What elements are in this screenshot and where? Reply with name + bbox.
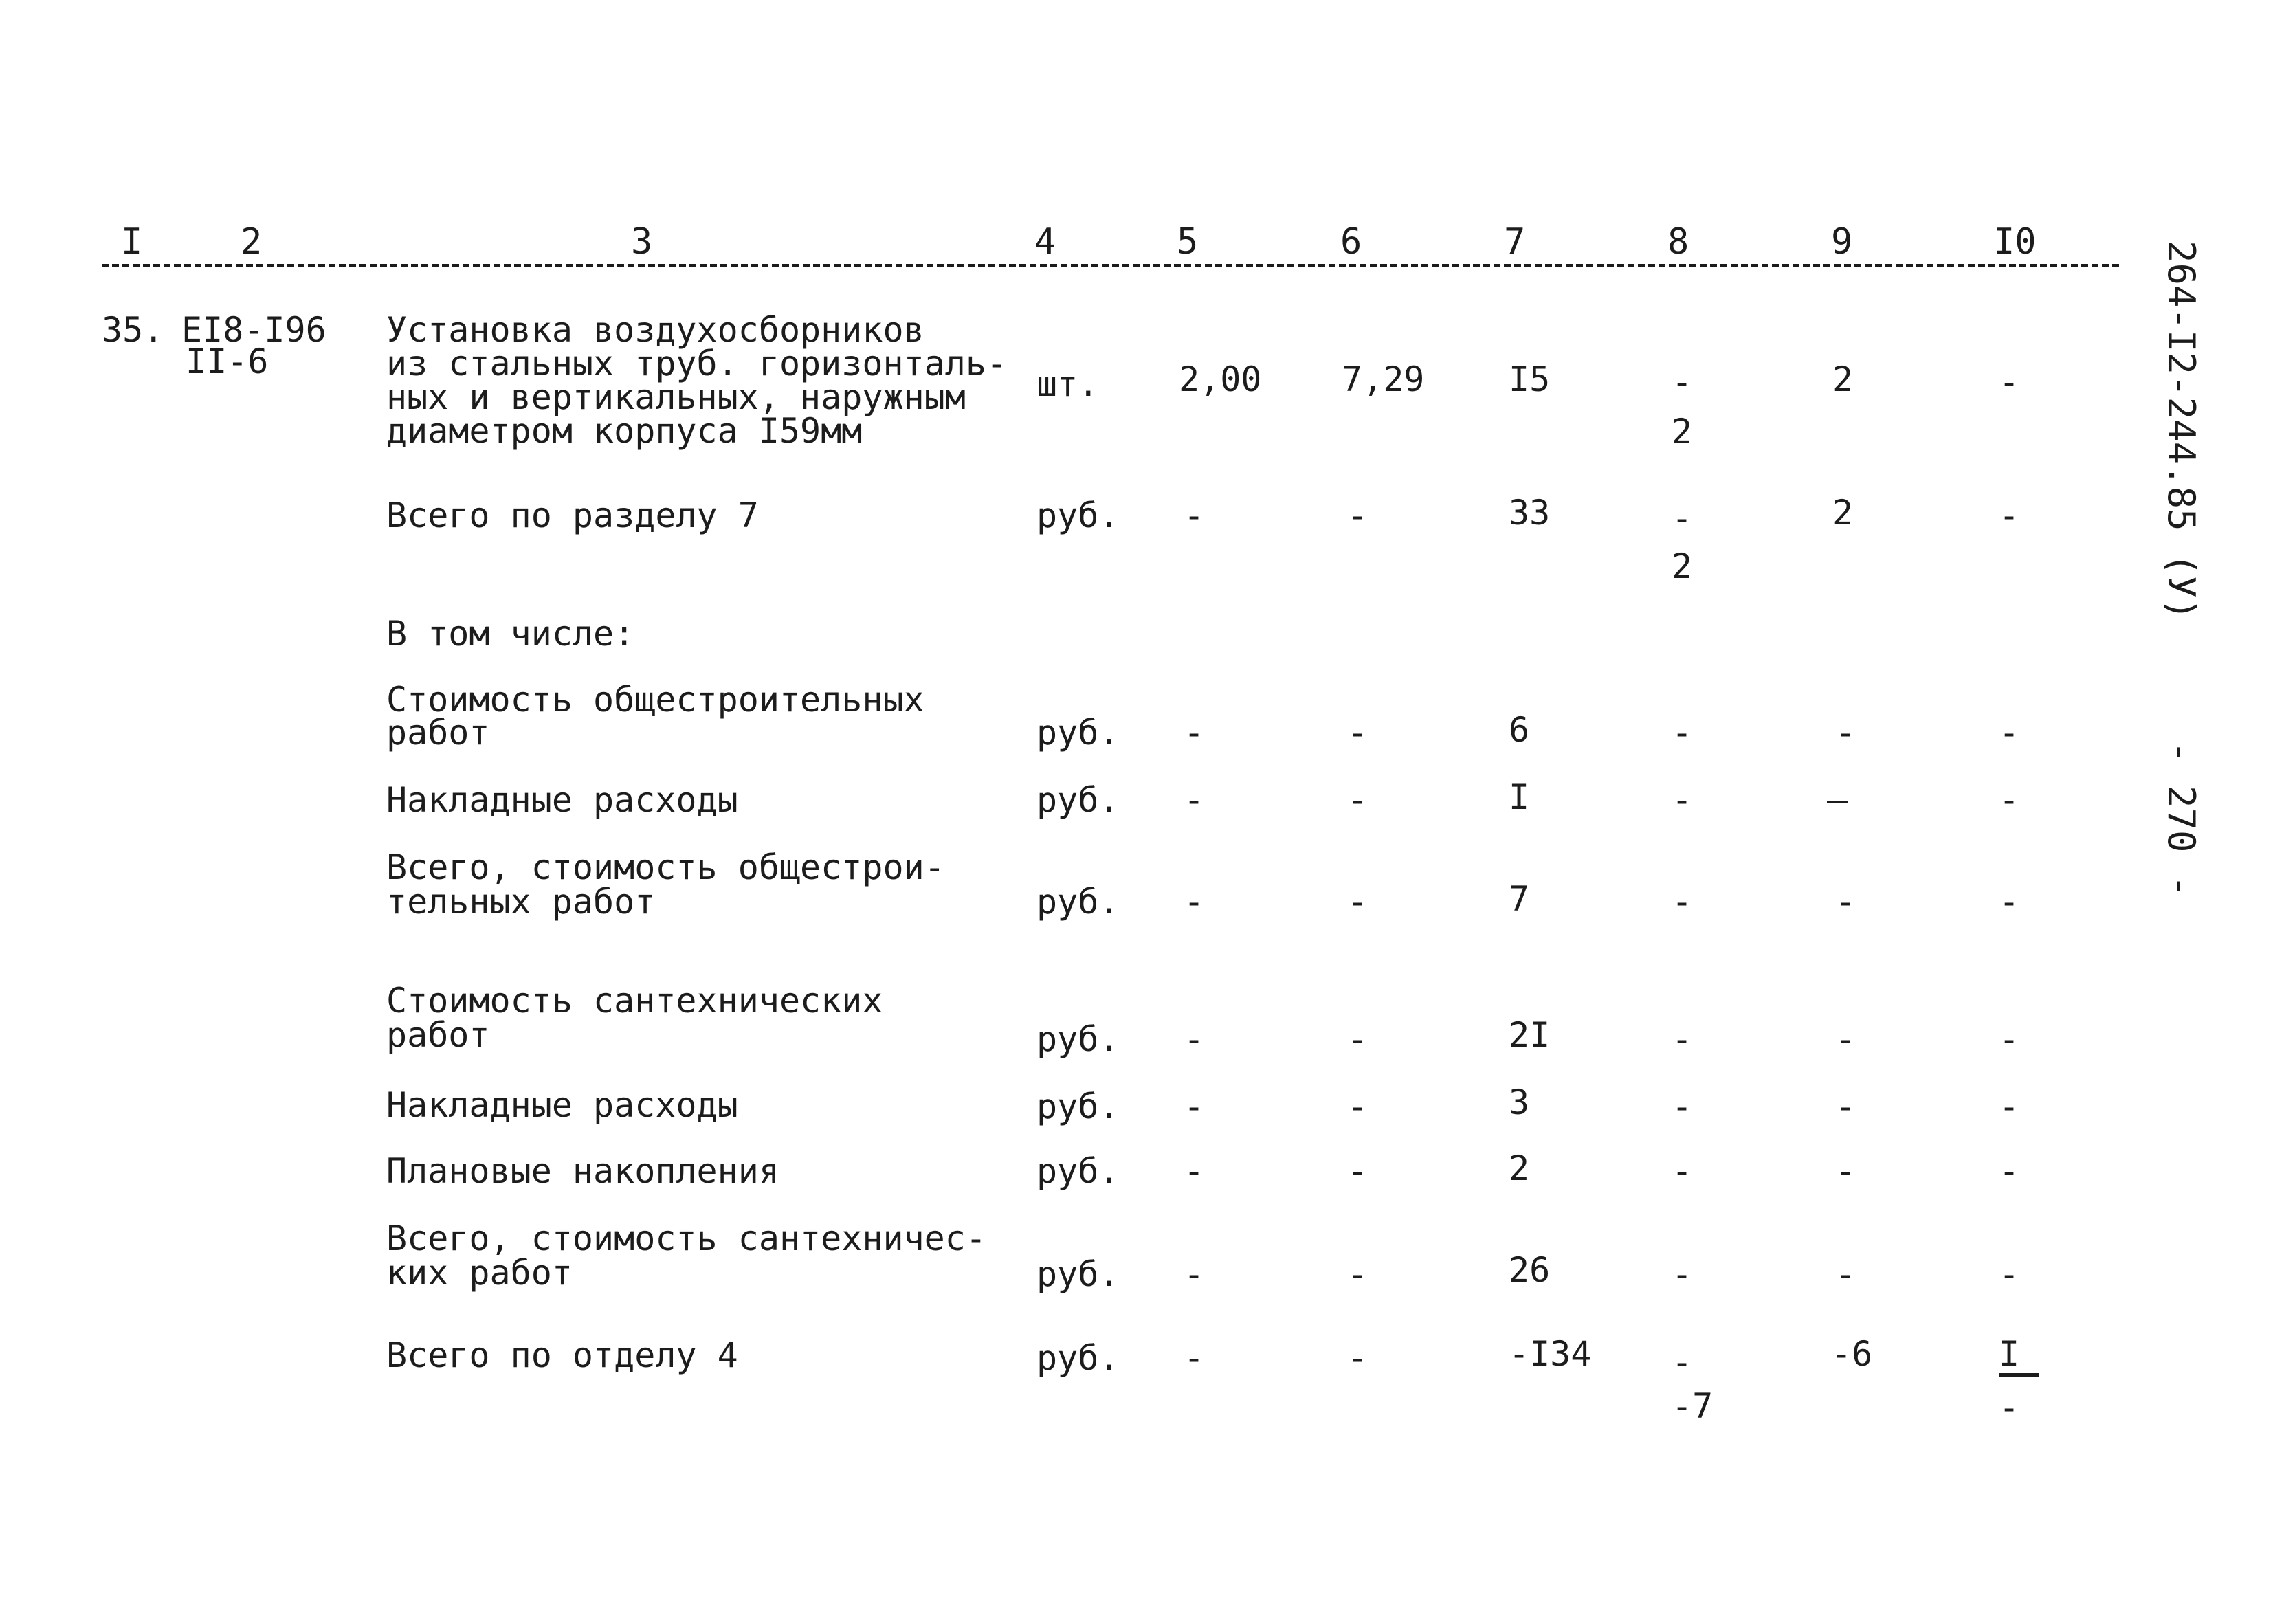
overhead-2-col-10: -: [1999, 1087, 2020, 1126]
plumbing-cost-col-7: 2I: [1509, 1015, 1551, 1055]
plumbing-total-col-8: -: [1672, 1254, 1693, 1294]
general-total-label-line-1: Всего, стоимость общестрои-: [386, 847, 945, 887]
plumbing-total-col-9: -: [1835, 1254, 1856, 1294]
plumbing-total-col-7: 26: [1509, 1250, 1551, 1290]
item-col-6: 7,29: [1342, 359, 1425, 399]
overhead-2-unit: руб.: [1036, 1087, 1120, 1126]
item-col-5: 2,00: [1179, 359, 1262, 399]
section-total-col-6: -: [1347, 496, 1368, 535]
general-cost-label-line-2: работ: [386, 713, 490, 753]
overhead-1-unit: руб.: [1036, 780, 1120, 820]
planned-savings-unit: руб.: [1036, 1151, 1120, 1191]
section-total-col-9: 2: [1832, 493, 1854, 533]
item-col-10: -: [1999, 362, 2020, 402]
overhead-2-col-6: -: [1347, 1087, 1368, 1126]
overhead-2-col-9: -: [1835, 1087, 1856, 1126]
planned-savings-col-6: -: [1347, 1151, 1368, 1191]
general-cost-col-9: -: [1835, 713, 1856, 753]
item-col-7: I5: [1509, 359, 1551, 399]
document-code: 264-I2-244.85 (У): [2160, 241, 2203, 621]
plumbing-cost-unit: руб.: [1036, 1019, 1120, 1059]
department-total-col-5: -: [1184, 1338, 1205, 1378]
section-total-col-8-bottom: 2: [1672, 546, 1693, 586]
overhead-1-label: Накладные расходы: [386, 780, 738, 820]
item-description-line-2: из стальных труб. горизонталь-: [386, 344, 1008, 383]
header-col-2: 2: [241, 221, 263, 263]
item-description-line-3: ных и вертикальных, наружным: [386, 377, 966, 417]
header-col-3: 3: [631, 221, 653, 263]
item-description-line-1: Установка воздухосборников: [386, 310, 924, 350]
item-unit: шт.: [1036, 364, 1099, 404]
department-total-col-10-bottom: -: [1999, 1388, 2020, 1427]
item-col-9: 2: [1832, 359, 1854, 399]
general-cost-col-6: -: [1347, 713, 1368, 753]
general-total-col-7: 7: [1509, 879, 1530, 919]
plumbing-total-col-10: -: [1999, 1254, 2020, 1294]
header-col-1: I: [121, 221, 143, 263]
planned-savings-col-9: -: [1835, 1151, 1856, 1191]
department-total-col-8-bottom: -7: [1672, 1386, 1714, 1426]
overhead-1-col-8: -: [1672, 780, 1693, 820]
overhead-2-label: Накладные расходы: [386, 1085, 738, 1125]
overhead-1-col-10: -: [1999, 780, 2020, 820]
header-col-10: I0: [1993, 221, 2037, 263]
department-total-label: Всего по отделу 4: [386, 1335, 738, 1375]
plumbing-cost-label-line-2: работ: [386, 1015, 490, 1055]
item-code-line-2: II-6: [186, 342, 269, 381]
general-cost-label-line-1: Стоимость общестроительных: [386, 680, 924, 720]
item-code-line-1: EI8-I96: [181, 310, 326, 350]
department-total-col-8-top: -: [1672, 1342, 1693, 1382]
header-col-6: 6: [1340, 221, 1362, 263]
planned-savings-col-8: -: [1672, 1151, 1693, 1191]
overhead-2-col-5: -: [1184, 1087, 1205, 1126]
header-col-8: 8: [1667, 221, 1689, 263]
item-description-line-4: диаметром корпуса I59мм: [386, 411, 863, 451]
plumbing-total-label-line-2: ких работ: [386, 1253, 573, 1293]
general-cost-unit: руб.: [1036, 713, 1120, 753]
plumbing-cost-col-5: -: [1184, 1019, 1205, 1059]
plumbing-total-col-5: -: [1184, 1254, 1205, 1294]
department-total-col-10-top: I: [1999, 1334, 2020, 1374]
plumbing-cost-col-9: -: [1835, 1019, 1856, 1059]
plumbing-cost-col-8: -: [1672, 1019, 1693, 1059]
planned-savings-col-5: -: [1184, 1151, 1205, 1191]
general-total-col-6: -: [1347, 882, 1368, 922]
general-cost-col-7: 6: [1509, 710, 1530, 750]
overhead-1-col-7: I: [1509, 777, 1530, 817]
general-total-col-8: -: [1672, 882, 1693, 922]
header-col-9: 9: [1831, 221, 1853, 263]
general-total-label-line-2: тельных работ: [386, 882, 656, 922]
overhead-2-col-8: -: [1672, 1087, 1693, 1126]
including-heading: В том числе:: [386, 614, 635, 654]
department-total-col-7: -I34: [1509, 1334, 1592, 1374]
overhead-2-col-7: 3: [1509, 1082, 1530, 1122]
department-total-unit: руб.: [1036, 1338, 1120, 1378]
section-total-col-8-top: -: [1672, 498, 1693, 538]
header-col-4: 4: [1034, 221, 1056, 263]
item-col-8-bottom: 2: [1672, 412, 1693, 452]
overhead-1-col-9: —: [1827, 780, 1848, 820]
section-total-unit: руб.: [1036, 496, 1120, 535]
general-total-col-10: -: [1999, 882, 2020, 922]
department-total-col-10-divider: [1999, 1373, 2039, 1377]
item-col-8-top: -: [1672, 362, 1693, 402]
section-total-col-5: -: [1184, 496, 1205, 535]
department-total-col-9: -6: [1831, 1334, 1873, 1374]
plumbing-cost-col-10: -: [1999, 1019, 2020, 1059]
plumbing-cost-label-line-1: Стоимость сантехнических: [386, 981, 883, 1021]
page-number: - 270 -: [2160, 741, 2203, 898]
planned-savings-col-10: -: [1999, 1151, 2020, 1191]
item-number: 35.: [102, 310, 164, 350]
section-total-col-7: 33: [1509, 493, 1551, 533]
general-total-col-9: -: [1835, 882, 1856, 922]
general-total-unit: руб.: [1036, 882, 1120, 922]
general-cost-col-5: -: [1184, 713, 1205, 753]
header-col-7: 7: [1504, 221, 1526, 263]
general-total-col-5: -: [1184, 882, 1205, 922]
planned-savings-col-7: 2: [1509, 1148, 1530, 1188]
plumbing-total-col-6: -: [1347, 1254, 1368, 1294]
plumbing-total-unit: руб.: [1036, 1254, 1120, 1294]
overhead-1-col-6: -: [1347, 780, 1368, 820]
header-col-5: 5: [1177, 221, 1199, 263]
section-total-col-10: -: [1999, 496, 2020, 535]
general-cost-col-10: -: [1999, 713, 2020, 753]
header-dashed-rule: [102, 264, 2119, 267]
department-total-col-6: -: [1347, 1338, 1368, 1378]
overhead-1-col-5: -: [1184, 780, 1205, 820]
plumbing-cost-col-6: -: [1347, 1019, 1368, 1059]
general-cost-col-8: -: [1672, 713, 1693, 753]
section-total-label: Всего по разделу 7: [386, 496, 759, 535]
planned-savings-label: Плановые накопления: [386, 1151, 779, 1191]
plumbing-total-label-line-1: Всего, стоимость сантехничес-: [386, 1219, 986, 1258]
